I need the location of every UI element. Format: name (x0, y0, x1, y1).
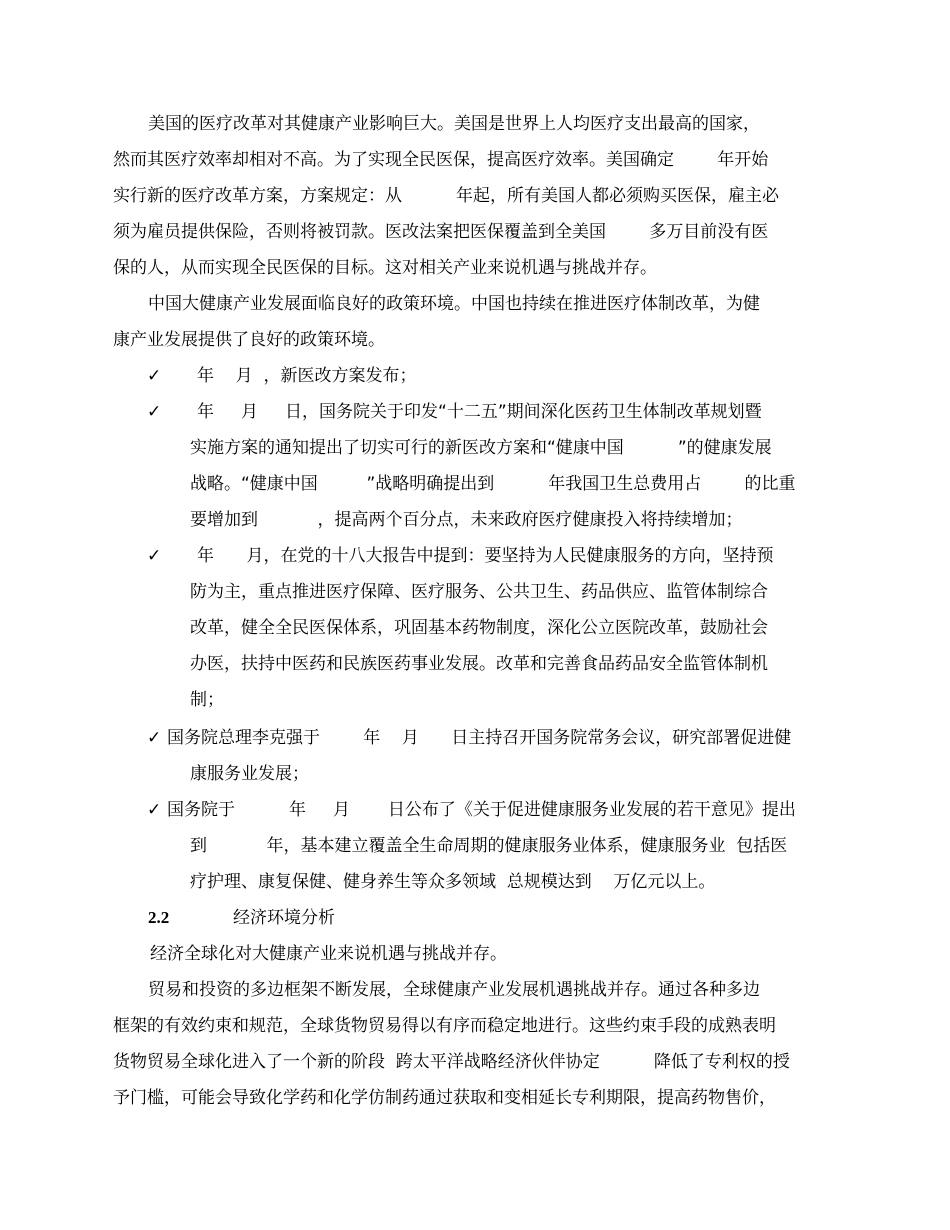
bullet-text: 改革，健全全民医保体系，巩固基本药物制度，深化公立医院改革，鼓励社会 (190, 618, 768, 638)
bullet-text: 要增加到 ，提高两个百分点，未来政府医疗健康投入将持续增加； (190, 510, 743, 530)
checkmark-icon: ✓ (147, 728, 162, 748)
text-line: 贸易和投资的多边框架不断发展，全球健康产业发展机遇挑战并存。通过各种多边 (148, 980, 760, 1000)
bullet-text: 制； (190, 690, 224, 710)
text-line: 须为雇员提供保险，否则将被罚款。医改法案把医保覆盖到全美国 多万目前没有医 (113, 222, 769, 242)
checkmark-icon: ✓ (147, 800, 162, 820)
text-line: 经济全球化对大健康产业来说机遇与挑战并存。 (150, 944, 507, 964)
bullet-text: 国务院总理李克强于 年 月 日主持召开国务院常务会议，研究部署促进健 (167, 728, 792, 748)
text-line: 中国大健康产业发展面临良好的政策环境。中国也持续在推进医疗体制改革，为健 (148, 294, 760, 314)
text-line: 货物贸易全球化进入了一个新的阶段 跨太平洋战略经济伙伴协定 降低了专利权的授 (113, 1052, 790, 1072)
text-line: 实行新的医疗改革方案，方案规定：从 年起，所有美国人都必须购买医保，雇主必 (113, 186, 780, 206)
bullet-text: 康服务业发展； (190, 764, 309, 784)
text-line: 美国的医疗改革对其健康产业影响巨大。美国是世界上人均医疗支出最高的国家， (148, 114, 760, 134)
bullet-text: 实施方案的通知提出了切实可行的新医改方案和“健康中国 ”的健康发展 (190, 438, 772, 458)
bullet-text: 到 年，基本建立覆盖全生命周期的健康服务业体系，健康服务业 包括医 (190, 836, 788, 856)
text-line: 予门槛，可能会导致化学药和化学仿制药通过获取和变相延长专利期限，提高药物售价， (113, 1088, 776, 1108)
bullet-text: 年 月 ，新医改方案发布； (170, 366, 417, 386)
text-line: 然而其医疗效率却相对不高。为了实现全民医保，提高医疗效率。美国确定 年开始 (113, 150, 769, 170)
bullet-text: 战略。“健康中国 ”战略明确提出到 年我国卫生总费用占 的比重 (190, 474, 796, 494)
section-number: 2.2 (148, 908, 170, 927)
bullet-text: 年 月 日，国务院关于印发“十二五”期间深化医药卫生体制改革规划暨 (170, 402, 762, 422)
checkmark-icon: ✓ (147, 366, 162, 386)
checkmark-icon: ✓ (147, 546, 162, 566)
bullet-text: 年 月，在党的十八大报告中提到：要坚持为人民健康服务的方向，坚持预 (170, 546, 774, 566)
bullet-text: 防为主，重点推进医疗保障、医疗服务、公共卫生、药品供应、监管体制综合 (190, 582, 768, 602)
section-title: 经济环境分析 (233, 908, 335, 928)
text-line: 框架的有效约束和规范，全球货物贸易得以有序而稳定地进行。这些约束手段的成熟表明 (113, 1016, 776, 1036)
bullet-text: 国务院于 年 月 日公布了《关于促进健康服务业发展的若干意见》提出 (167, 800, 796, 820)
text-line: 保的人，从而实现全民医保的目标。这对相关产业来说机遇与挑战并存。 (113, 258, 657, 278)
text-line: 康产业发展提供了良好的政策环境。 (113, 330, 385, 350)
checkmark-icon: ✓ (147, 402, 162, 422)
bullet-text: 办医，扶持中医药和民族医药事业发展。改革和完善食品药品安全监管体制机 (190, 654, 768, 674)
bullet-text: 疗护理、康复保健、健身养生等众多领域 总规模达到 万亿元以上。 (190, 872, 716, 892)
